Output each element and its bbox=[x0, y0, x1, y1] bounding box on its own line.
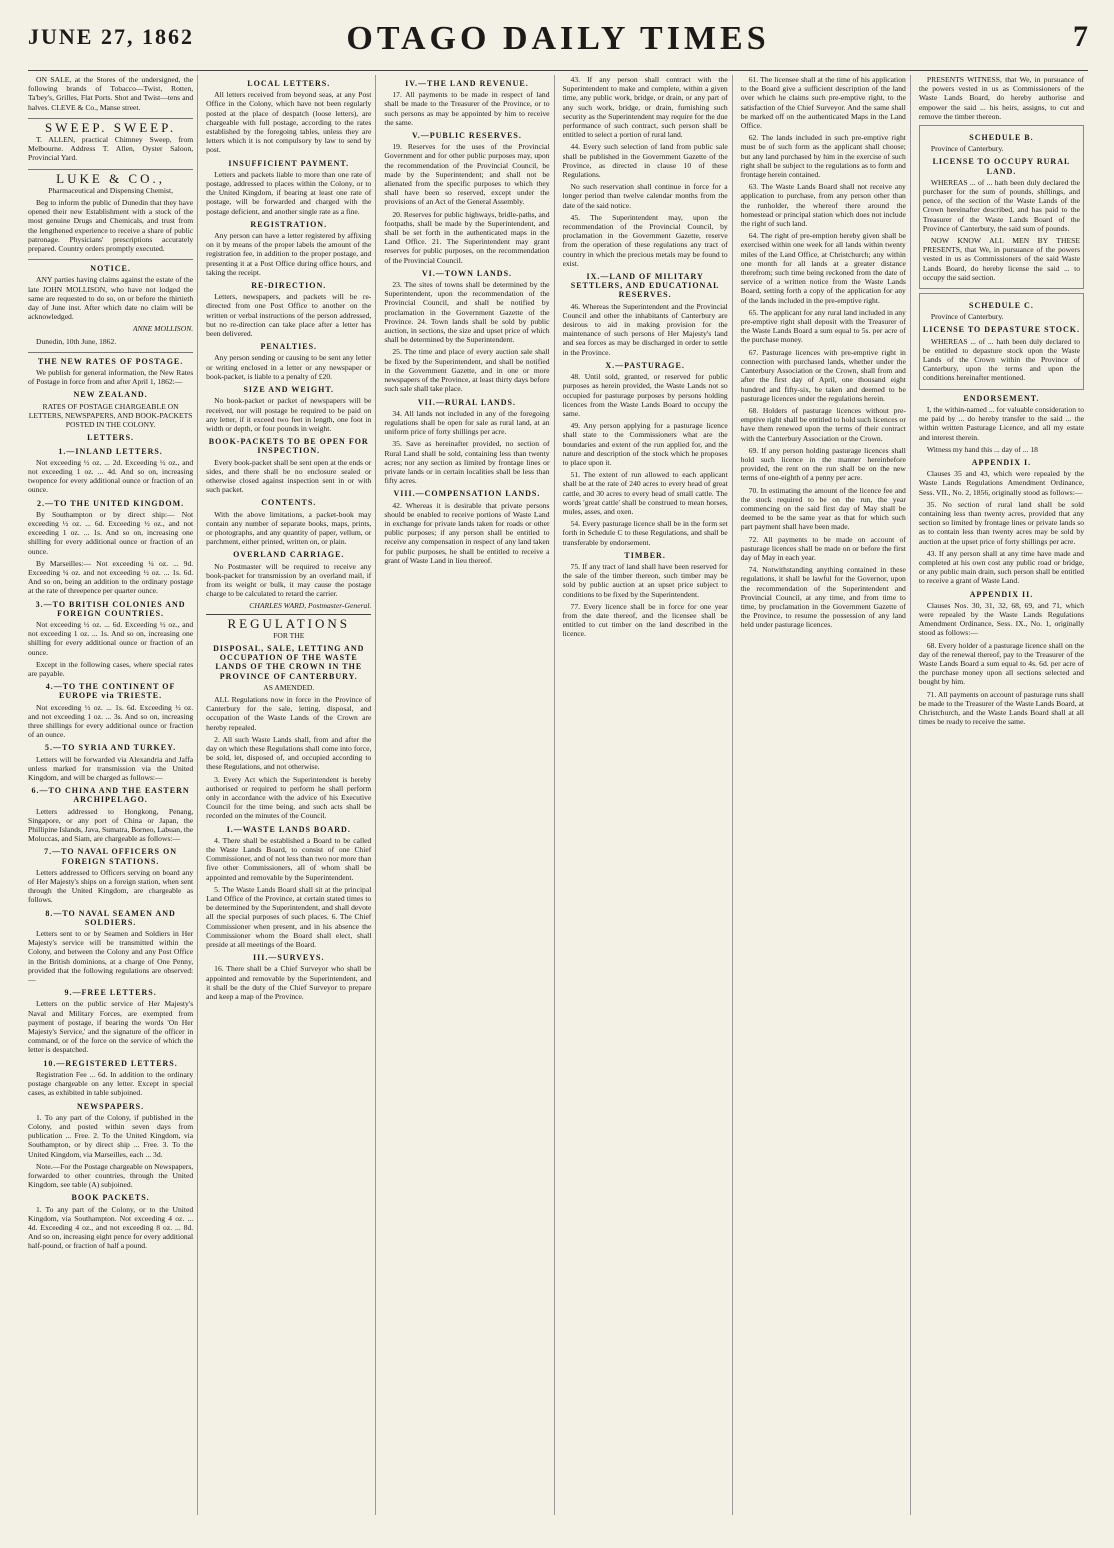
column-2 bbox=[206, 75, 376, 1515]
column-6 bbox=[919, 75, 1088, 1515]
schedule-b-form bbox=[919, 125, 1084, 289]
redirection-heading: RE-DIRECTION. bbox=[251, 281, 327, 291]
towns-text: 23. The sites of towns shall be determined by the Superintendent, upon the recommendation of the Provincial Council, and shall be notified by proclamation in the Government Gazette of the Province. 24. Town lands shall be sold by public auction, in sections, the size and upset price of which shall be determined by the Superintendent. bbox=[384, 280, 550, 345]
schedule-b-province: Province of Canterbury. bbox=[930, 144, 1004, 154]
rural-heading: VII.—RURAL LANDS. bbox=[417, 397, 516, 407]
insufficient-heading: INSUFFICIENT PAYMENT. bbox=[228, 158, 350, 168]
penalties-text: Any person sending or causing to be sent any letter or writing enclosed in a letter or any newspaper or book-packet, is liable to a penalty of £20. bbox=[206, 353, 372, 381]
book-text: 1. To any part of the Colony, or to the United Kingdom, via Southampton. Not exceeding 4 oz. ... 4d. Exceeding 4 oz., and not exceeding 8 oz. ... 8d. And so on, increasing eight pence for every additional half-pound, or fraction of half a pound. bbox=[28, 1204, 194, 1251]
schedule-c-title: LICENSE TO DEPASTURE STOCK. bbox=[922, 325, 1080, 335]
newspapers-text: 1. To any part of the Colony, if published in the Colony, and posted within seven days from publication ... Free. 2. To the United Kingdom, via Southampton, or by direct ship ... Free. 3. To the United Kingdom, via Marseilles, each ... 3d. bbox=[28, 1112, 194, 1159]
rates-subheading: RATES OF POSTAGE CHARGEABLE ON LETTERS, NEWSPAPERS, AND BOOK-PACKETS POSTED IN THE COLONY. bbox=[28, 401, 193, 430]
contents-text: With the above limitations, a packet-book may contain any number of separate books, maps, prints, or photographs, and any quantity of paper, vellum, or parchment, either printed, written on, or plain. bbox=[206, 509, 372, 547]
chemist-advertisement bbox=[28, 170, 194, 261]
appendix-text: 35. No section of rural land shall be sold containing less than twenty acres, provided that any section so limited by frontage lines or private lands so as to contain less than twenty acres may be sold by auction at the upset price of forty shillings per acre. bbox=[918, 499, 1085, 546]
inland-text: Not exceeding ½ oz. ... 2d. Exceeding ½ oz., and not exceeding 1 oz. ... 4d. And so on, increasing twopence for every additional ounce or fraction of an ounce. bbox=[28, 457, 194, 495]
newspaper-title: OTAGO DAILY TIMES bbox=[346, 20, 770, 57]
towns-heading: VI.—TOWN LANDS. bbox=[421, 268, 513, 278]
land-revenue-heading: IV.—THE LAND REVENUE. bbox=[405, 79, 529, 88]
board-text: 4. There shall be established a Board to be called the Waste Lands Board, to consist of one Chief Commissioner, and of not less than two nor more than five other Commissioners, all of whom shall be appointed and removable by the Superintendent. bbox=[206, 835, 372, 882]
regulations-for: FOR THE bbox=[273, 630, 305, 640]
compensation-heading: VIII.—COMPENSATION LANDS. bbox=[393, 489, 541, 499]
appendix-more: 43. If any person shall at any time have made and completed at his own cost any public road or bridge, or any public main drain, such person shall be entitled to receive a grant of Waste Land. bbox=[918, 548, 1085, 586]
timber-more: 77. Every licence shall be in force for one year from the date thereof, and the licensee shall be entitled to cut timber on the land described in the licence. bbox=[562, 601, 728, 639]
registered-heading: 10.—REGISTERED LETTERS. bbox=[43, 1058, 178, 1068]
appendix-heading: APPENDIX I. bbox=[971, 457, 1032, 467]
free-text: Letters on the public service of Her Majesty's Naval and Military Forces, are exempted from payment of postage, if bearing the words 'On Her Majesty's Service,' and the signature of the officer in command, or of the force on the service of which the letter is despatched. bbox=[28, 999, 194, 1055]
contents-heading: CONTENTS. bbox=[261, 498, 317, 508]
reserves-heading: V.—PUBLIC RESERVES. bbox=[411, 131, 522, 141]
ad-text: T. ALLEN, practical Chimney Sweep, from Melbourne. Address T. Allen, Oyster Saloon, Provincial Yard. bbox=[28, 135, 194, 163]
except-text: Except in the following cases, where special rates are payable. bbox=[28, 659, 194, 678]
newspaper-page bbox=[28, 20, 1088, 1530]
timber-heading: TIMBER. bbox=[624, 550, 666, 560]
col5-text-1: 61. The licensee shall at the time of his application to the Board give a sufficient description of the land over which he claims such pre-emptive right, to the satisfaction of the Chief Surveyor. And the same shall be marked off on the authenticated Maps in the Land Office. bbox=[740, 75, 906, 131]
pasturage-text: 48. Until sold, granted, or reserved for public purposes as herein provided, the Waste Lands not so occupied for pasturage purposes by persons holding licences from the Waste Lands Board to occupy the same. bbox=[562, 372, 728, 418]
inland-heading: 1.—INLAND LETTERS. bbox=[58, 446, 163, 456]
pasturage-more-2: 51. The extent of run allowed to each applicant shall be at the rate of 240 acres to every head of great cattle, and 30 acres to every head of small cattle. The words 'great cattle' shall be construed to mean horses, mules, asses, and oxen. bbox=[562, 470, 728, 516]
ad-heading: LUKE & CO., bbox=[56, 170, 165, 186]
appendix-2-subheading: Clauses Nos. 30, 31, 32, 68, 69, and 71, which were repealed by the Waste Lands Regulations Amendment Ordinance, Sess. IX., No. 1, originally stood as follows:— bbox=[918, 600, 1085, 638]
europe-text: Not exceeding ½ oz. ... 1s. 6d. Exceeding ½ oz. and not exceeding 1 oz. ... 3s. And so on, increasing three shillings for every additional ounce or fraction of an ounce. bbox=[28, 702, 194, 740]
appendix-2-text: 68. Every holder of a pasturage licence shall on the day of the renewal thereof, pay to the Treasurer of the Waste Lands Board a sum equal to 4s. 6d. per acre of the purchase money upon all sections selected and bought by him. bbox=[918, 640, 1085, 687]
survey-heading: III.—SURVEYS. bbox=[253, 953, 325, 963]
china-text: Letters addressed to Hongkong, Penang, Singapore, or any port of China or Japan, the Phillipine Islands, Java, Sumatra, Borneo, Labuan, the Moluccas, and Siam, are chargeable as follows:— bbox=[28, 806, 194, 844]
col4-text-3: No such reservation shall continue in force for a longer period than twelve calendar months from the date of the said notice. bbox=[562, 182, 728, 210]
masthead bbox=[28, 20, 1088, 68]
notice-date: Dunedin, 10th June, 1862. bbox=[36, 336, 117, 346]
registered-text: Registration Fee ... 6d. In addition to the ordinary postage chargeable on any letter. Except in special cases, as exhibited in table subjoined. bbox=[28, 1069, 194, 1098]
col5-text-8: 69. If any person holding pasturage licences shall hold such licence in the manner hereinbefore provided, the rent on the run shall be on the new terms of one-eighth of a penny per acre. bbox=[740, 445, 906, 483]
penalties-heading: PENALTIES. bbox=[260, 342, 318, 352]
closing-text: 71. All payments on account of pasturage runs shall be made to the Treasurer of the Waste Lands Board, at Christchurch, and the Waste Lands Board shall at all times be ready to receive the same. bbox=[918, 689, 1085, 727]
endorsement-witness: Witness my hand this ... day of ... 18 bbox=[926, 444, 1038, 454]
col5-text-7: 68. Holders of pasturage licences without pre-emptive right shall be entitled to hold such licences or have them renewed upon the terms of their contract with the Canterbury Association or the Crown. bbox=[740, 405, 906, 443]
page-number: 7 bbox=[1073, 20, 1088, 53]
china-heading: 6.—TO CHINA AND THE EASTERN ARCHIPELAGO. bbox=[31, 786, 190, 805]
military-text: 46. Whereas the Superintendent and the Provincial Council and other the inhabitants of Canterbury are desirous to aid in making provision for the maintenance of such persons of Her Majesty's land and sea forces as may be discharged in order to settle in the Province. bbox=[562, 301, 728, 357]
notice-text: ANY parties having claims against the estate of the late JOHN MOLLISON, who have not lodged the same are requested to do so, on or before the thirtieth day of June inst. After which date no claim will be acknowledged. bbox=[28, 275, 194, 322]
notice-heading: NOTICE. bbox=[90, 264, 131, 274]
endorsement-heading: ENDORSEMENT. bbox=[963, 393, 1040, 403]
seamen-text: Letters sent to or by Seamen and Soldiers in Her Majesty's service will be transmitted within the Colony, and between the Colony and any Post Office in the British dominions, at a charge of One Penny, provided that the following regulations are observed:— bbox=[28, 929, 194, 985]
naval-text: Letters addressed to Officers serving on board any of Her Majesty's ships on a foreign station, when sent through the United Kingdom, are chargeable as follows. bbox=[28, 867, 194, 905]
note-text: Note.—For the Postage chargeable on Newspapers, forwarded to other countries, through the United Kingdom, see table (A) subjoined. bbox=[28, 1161, 194, 1190]
board-more: 5. The Waste Lands Board shall sit at the principal Land Office of the Province, at certain stated times to be determined by the Superintendent, and shall devote all the special purposes of such places. 6. The Chief Commissioner when present, and in his absence the Commissioner whom the Board shall elect, shall preside at all meetings of the Board. bbox=[206, 884, 372, 950]
col5-text-11: 74. Notwithstanding anything contained in these regulations, it shall be lawful for the Governor, upon the recommendation of the Superintendent and Provincial Council, at any time, and from time to time, by proclamation in the Government Gazette of the Province, to resume the possession of any land held under pasturage licences. bbox=[740, 565, 906, 630]
naval-heading: 7.—TO NAVAL OFFICERS ON FOREIGN STATIONS. bbox=[44, 847, 177, 866]
newspapers-heading: NEWSPAPERS. bbox=[77, 1101, 145, 1111]
letters-heading: LETTERS. bbox=[87, 433, 135, 443]
col5-text-5: 65. The applicant for any rural land included in any pre-emptive right shall deposit with the Treasurer of the Waste Lands Board a sum equal to 5s. per acre of the purchase money. bbox=[740, 307, 906, 345]
regulations-intro: ALL Regulations now in force in the Province of Canterbury for the sale, letting, disposal, and occupation of the Waste Lands of the Crown are hereby repealed. bbox=[206, 694, 372, 732]
marseilles-text: By Marseilles:— Not exceeding ¼ oz. ... 9d. Exceeding ¼ oz. and not exceeding ½ oz. ... 1s. 6d. And so on, being an addition to the ordinary postage at the rate of threepence per quarter ounce. bbox=[28, 558, 194, 596]
schedule-b-heading: SCHEDULE B. bbox=[969, 133, 1034, 143]
column-1 bbox=[28, 75, 198, 1515]
issue-date: JUNE 27, 1862 bbox=[28, 24, 194, 49]
military-heading: IX.—LAND OF MILITARY SETTLERS, AND EDUCATIONAL RESERVES. bbox=[570, 272, 720, 300]
regulations-subheading: DISPOSAL, SALE, LETTING AND OCCUPATION OF THE WASTE LANDS OF THE CROWN IN THE PROVINCE OF CANTERBURY. bbox=[213, 643, 365, 681]
registration-heading: REGISTRATION. bbox=[250, 219, 328, 229]
survey-text: 16. There shall be a Chief Surveyor who shall be appointed and removable by the Superintendent, and it shall be the duty of the Chief Surveyor to prepare and keep a map of the Province. bbox=[206, 964, 372, 1002]
column-3 bbox=[384, 75, 554, 1515]
colonies-heading: 3.—TO BRITISH COLONIES AND FOREIGN COUNTRIES. bbox=[35, 599, 186, 618]
overland-signature: CHARLES WARD, Postmaster-General. bbox=[249, 601, 372, 611]
size-text: No book-packet or packet of newspapers will be received, nor will postage be required to be paid on any letter, if it exceed two feet in length, one foot in width or depth, or four pounds in weight. bbox=[206, 396, 372, 433]
col4-text-1: 43. If any person shall contract with the Superintendent to make and complete, within a given time, any public work, bridge, or drain, or any part of any such work, bridge, or drain, furnishing such security as the Superintendent may require for the due performance of such contract, such person shall be entitled to select a portion of rural land. bbox=[562, 75, 728, 140]
timber-text: 75. If any tract of land shall have been reserved for the sale of the timber thereon, such timber may be sold by public auction at an upset price subject to conditions to be fixed by the Superintendent. bbox=[562, 561, 728, 599]
schedule-c-province: Province of Canterbury. bbox=[930, 312, 1004, 322]
syria-text: Letters will be forwarded via Alexandria and Jaffa unless marked for transmission via the United Kingdom, and will be charged as follows:— bbox=[28, 754, 194, 782]
sweep-advertisement bbox=[28, 119, 194, 170]
schedule-c-form bbox=[919, 293, 1084, 390]
size-heading: SIZE AND WEIGHT. bbox=[243, 385, 335, 395]
rural-more: 35. Save as hereinafter provided, no section of Rural Land shall be sold, containing less than twenty acres; nor any section as limited by frontage lines or private lands or in certain localities shall be less than fifty acres. bbox=[384, 439, 550, 486]
inspection-text: Every book-packet shall be sent open at the ends or sides, and there shall be no enclosure sealed or otherwise closed against inspection sent in or with such packet. bbox=[206, 457, 372, 495]
colonies-text: Not exceeding ½ oz. ... 6d. Exceeding ½ oz., and not exceeding 1 oz. ... 1s. And so on, increasing one shilling for every additional ounce or fraction of an ounce. bbox=[28, 619, 194, 657]
compensation-text: 42. Whereas it is desirable that private persons should be enabled to receive portions of Waste Land in exchange for private lands taken for roads or other public purposes; if any person shall be entitled to receive any compensation in respect of any land taken for public purposes, he shall be entitled to receive a grant of Waste Land in lieu thereof. bbox=[384, 500, 550, 565]
schedule-b-title: LICENSE TO OCCUPY RURAL LAND. bbox=[932, 157, 1071, 176]
col5-text-2: 62. The lands included in such pre-emptive right must be of such form as the applicant shall choose; but any land purchased by him in the exercise of such right shall be subject to the regulations as to form and frontage herein contained. bbox=[740, 133, 906, 180]
regulations-heading: REGULATIONS bbox=[227, 615, 351, 631]
pasturage-more-3: 54. Every pasturage licence shall be in the form set forth in Schedule C to these Regulations, and shall be transferable by endorsement. bbox=[562, 519, 728, 547]
land-revenue-text: 17. All payments to be made in respect of land shall be made to the Treasurer of the Province, or to such persons as may be appointed by him to receive the same. bbox=[384, 90, 550, 127]
rates-heading-2: NEW ZEALAND. bbox=[73, 390, 148, 400]
towns-more: 25. The time and place of every auction sale shall be fixed by the Superintendent, and shall be notified in the Government Gazette, and in one or more newspapers of the Province, at least thirty days before such sale shall take place. bbox=[384, 347, 550, 394]
schedule-c-text: WHEREAS ... of ... hath been duly declared to be entitled to depasture stock upon the Waste Lands of the Crown within the Province of Canterbury, upon the terms and upon the conditions hereinafter mentioned. bbox=[922, 336, 1081, 383]
ad-subheading: Pharmaceutical and Dispensing Chemist, bbox=[48, 185, 174, 195]
section-rule bbox=[206, 614, 371, 615]
rates-intro: We publish for general information, the New Rates of Postage in force from and after April 1, 1862:— bbox=[28, 368, 194, 387]
board-heading: I.—WASTE LANDS BOARD. bbox=[226, 824, 351, 834]
free-heading: 9.—FREE LETTERS. bbox=[64, 988, 157, 998]
endorsement-text: I, the within-named ... for valuable consideration to me paid by ... do hereby transfer to the said ... the within written Pasturage Licence, and all my estate and interest therein. bbox=[918, 404, 1085, 442]
appendix-subheading: Clauses 35 and 43, which were repealed by the Waste Lands Regulations Amendment Ordinance, Sess. VII., No. 2, 1856, originally stood as follows:— bbox=[918, 469, 1085, 497]
regulation-3: 3. Every Act which the Superintendent is hereby authorised or required to perform he shall perform only in accordance with the advice of his Executive Council for the time being, and such acts shall be recorded on the minutes of the Council. bbox=[206, 774, 372, 821]
tobacco-advertisement bbox=[28, 75, 193, 119]
inspection-heading: BOOK-PACKETS TO BE OPEN FOR INSPECTION. bbox=[208, 437, 369, 456]
masthead-rule bbox=[28, 70, 1088, 71]
ad-heading: SWEEP. SWEEP. bbox=[45, 119, 177, 135]
col5-text-4: 64. The right of pre-emption hereby given shall be exercised within one week for all lands within twenty miles of the Land Office, at Christchurch; any within one month for all lands at a greater distance therefrom; such time being reckoned from the date of service of a written notice from the Waste Lands Board, setting forth a copy of the application for any of the lands included in the pre-emptive right. bbox=[740, 231, 906, 305]
registration-text: Any person can have a letter registered by affixing on it by means of the proper labels the amount of the registration fee, in addition to the proper postage, and presenting it at a Post Office during office hours, and taking the receipt. bbox=[206, 231, 372, 277]
rural-text: 34. All lands not included in any of the foregoing regulations shall be open for sale as rural land, at an uniform price of forty shillings per acre. bbox=[384, 408, 550, 437]
regulations-amended: AS AMENDED. bbox=[263, 682, 315, 692]
col5-text-3: 63. The Waste Lands Board shall not receive any application to purchase, from any person other than the runholder, the whereof there around the homestead or principal station which does not include the right of such land. bbox=[740, 182, 906, 229]
syria-heading: 5.—TO SYRIA AND TURKEY. bbox=[45, 743, 177, 753]
columns bbox=[28, 75, 1088, 1515]
seamen-heading: 8.—TO NAVAL SEAMEN AND SOLDIERS. bbox=[45, 908, 176, 927]
col5-text-9: 70. In estimating the amount of the licence fee and the stock required to be on the run, the year commencing on the said first day of May shall be deemed to be the same year as that for which such part payment shall have been made. bbox=[740, 485, 906, 532]
col6-intro: PRESENTS WITNESS, that We, in pursuance of the powers vested in us as Commissioners of the Waste Lands Board, do hereby authorise and empower the said ... his heirs, assigns, to cut and remove the timber thereon. bbox=[918, 75, 1085, 121]
overland-text: No Postmaster will be required to receive any book-packet for transmission by an overland mail, if from its weight or bulk, it may cause the postage charge to be calculated to retard the carrier. bbox=[206, 561, 372, 599]
insufficient-text: Letters and packets liable to more than one rate of postage, addressed to places within the Colony, or to the United Kingdom, if bearing at least one rate of postage, will be forwarded and charged with the postage deficient, and another single rate as a fine. bbox=[206, 169, 372, 216]
notice-signature: ANNE MOLLISON. bbox=[132, 324, 194, 334]
schedule-b-text: WHEREAS ... of ... hath been duly declared the purchaser for the sum of pounds, shillings, and pence, of the section of the Waste Lands of the Crown hereinafter described, and has paid to the Treasurer of the Waste Lands Board of the Province of Canterbury, the said sum of pounds. bbox=[922, 177, 1081, 233]
europe-heading: 4.—TO THE CONTINENT OF EUROPE via TRIESTE. bbox=[45, 682, 176, 701]
rates-heading: THE NEW RATES OF POSTAGE. bbox=[37, 356, 184, 366]
ad-text: Beg to inform the public of Dunedin that they have opened their new Establishment with a stock of the most genuine Drugs and Chemicals, and trust from the lengthened experience to receive a share of public patronage. Physicians' prescriptions accurately prepared. Country orders promptly executed. bbox=[28, 198, 194, 254]
column-4 bbox=[563, 75, 733, 1515]
schedule-c-heading: SCHEDULE C. bbox=[969, 301, 1034, 311]
local-heading: LOCAL LETTERS. bbox=[247, 79, 331, 88]
book-heading: BOOK PACKETS. bbox=[71, 1193, 150, 1203]
pasturage-heading: X.—PASTURAGE. bbox=[605, 360, 685, 370]
col4-text-4: 45. The Superintendent may, upon the recommendation of the Provincial Council, by proclamation in the Government Gazette, reserve from the operation of these regulations any tract of country in which the precious metals may be found to exist. bbox=[562, 212, 728, 268]
appendix-2-heading: APPENDIX II. bbox=[969, 589, 1034, 599]
column-5 bbox=[741, 75, 911, 1515]
schedule-b-more: NOW KNOW ALL MEN BY THESE PRESENTS, that We, in pursuance of the powers vested in us as Commissioners of the said Waste Lands Board, do hereby license the said ... to occupy the said section. bbox=[922, 236, 1081, 282]
pasturage-more: 49. Any person applying for a pasturage licence shall state to the Commissioners what are the boundaries and extent of the run applied for, and the nature and description of the stock which he proposes to place upon it. bbox=[562, 421, 728, 467]
col5-text-10: 72. All payments to be made on account of pasturage licences shall be made on or before the first day of May in each year. bbox=[740, 534, 906, 562]
regulation-2: 2. All such Waste Lands shall, from and after the day on which these Regulations shall come into force, be sold, let, disposed of, and occupied according to these Regulations, and not otherwise. bbox=[206, 734, 372, 772]
reserves-text: 19. Reserves for the uses of the Provincial Government and for other public purposes may, upon the recommendation of the Provincial Council, be made by the Superintendent; and shall not be alienated from the specific purposes to which they shall have been so reserved, except under the provisions of an Act of the General Assembly. bbox=[384, 142, 550, 207]
local-text: All letters received from beyond seas, at any Post Office in the Colony, which have not been regularly posted at the place of despatch (loose letters), are chargeable with full postage, according to the rates established by the foregoing tables, unless they are letters which it is not compulsory by law to send by post. bbox=[206, 90, 372, 155]
uk-heading: 2.—TO THE UNITED KINGDOM. bbox=[37, 498, 185, 508]
reserves-more: 20. Reserves for public highways, bridle-paths, and footpaths, shall be made by the Superintendent, and shall be set forth in the authenticated maps in the Land Office. 21. The Superintendent may grant reserves for public purposes, on the recommendation of the Provincial Council. bbox=[384, 209, 550, 265]
uk-text: By Southampton or by direct ship:— Not exceeding ½ oz. ... 6d. Exceeding ½ oz., and not exceeding 1 oz. ... 1s. And so on, increasing one shilling for every additional ounce or fraction of an ounce. bbox=[28, 509, 194, 556]
overland-heading: OVERLAND CARRIAGE. bbox=[233, 550, 345, 560]
notice-advertisement bbox=[28, 264, 193, 353]
redirection-text: Letters, newspapers, and packets will be re-directed from one Post Office to another on the written or verbal instructions of the person addressed, but no re-direction can take place after a letter has been delivered. bbox=[206, 292, 372, 339]
col4-text-2: 44. Every such selection of land from public sale shall be published in the Government Gazette of the Province, as directed in clause 10 of these Regulations. bbox=[562, 142, 728, 180]
col5-text-6: 67. Pasturage licences with pre-emptive right in connection with purchased lands, whether under the Canterbury Association or the Crown, shall from and after the first day of April, one thousand eight hundred and fifty-six, be taken and deemed to be pasturage licences under the regulations herein. bbox=[740, 347, 906, 403]
ad-text: ON SALE, at the Stores of the undersigned, the following brands of Tobacco—Twist, Rotten, Ta'bey's, Grilles, Flat Ports. Shot and Twist—tens and halves. CLEVE & Co., Manse street. bbox=[28, 75, 194, 112]
